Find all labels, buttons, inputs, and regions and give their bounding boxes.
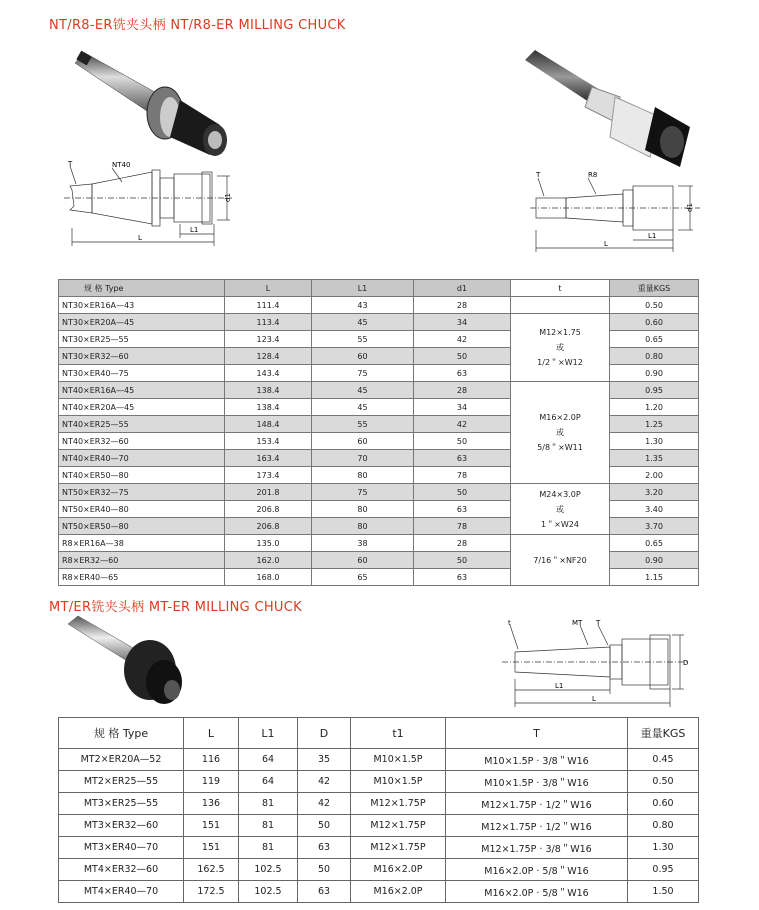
cell-type: MT4×ER32—60 [59, 859, 184, 881]
cell-weight: 3.40 [610, 501, 699, 518]
cell-type: NT40×ER50—80 [59, 467, 225, 484]
nt-chuck-photo [70, 45, 230, 160]
cell-type: R8×ER40—65 [59, 569, 225, 586]
cell-d1: 28 [414, 297, 511, 314]
cell-l1: 65 [312, 569, 414, 586]
cell-weight: 0.50 [610, 297, 699, 314]
cell-l: 143.4 [225, 365, 312, 382]
cell-l: 123.4 [225, 331, 312, 348]
cell-weight: 1.15 [610, 569, 699, 586]
cell-l1: 81 [239, 793, 298, 815]
cell-d: 42 [298, 771, 351, 793]
cell-t1: M10×1.5P [351, 771, 446, 793]
cell-t [511, 297, 610, 314]
cell-type: NT40×ER16A—45 [59, 382, 225, 399]
cell-t1: M12×1.75P [351, 815, 446, 837]
cell-d1: 42 [414, 331, 511, 348]
nt-r8-spec-table [58, 279, 699, 586]
cell-d: 63 [298, 837, 351, 859]
cell-weight: 0.65 [610, 331, 699, 348]
cell-weight: 1.20 [610, 399, 699, 416]
cell-weight: 0.80 [628, 815, 699, 837]
table-row [59, 314, 699, 331]
cell-type: NT50×ER32—75 [59, 484, 225, 501]
cell-type: NT30×ER16A—43 [59, 297, 225, 314]
cell-type: MT2×ER20A—52 [59, 749, 184, 771]
cell-weight: 0.95 [628, 859, 699, 881]
cell-t: M10×1.5P · 3/8＂W16 [446, 771, 628, 793]
cell-l1: 102.5 [239, 859, 298, 881]
diagram-label-l: L [604, 240, 608, 248]
table-row [59, 535, 699, 552]
cell-type: MT2×ER25—55 [59, 771, 184, 793]
cell-weight: 0.80 [610, 348, 699, 365]
cell-l1: 55 [312, 416, 414, 433]
cell-l: 153.4 [225, 433, 312, 450]
diagram-label-d: D [683, 659, 689, 667]
cell-l: 148.4 [225, 416, 312, 433]
diagram-label-l1: L1 [190, 226, 199, 234]
nt-chuck-diagram [62, 158, 242, 250]
cell-weight: 0.45 [628, 749, 699, 771]
nt-section-title: NT/R8-ER铣夹头柄 NT/R8-ER MILLING CHUCK [49, 18, 346, 33]
cell-type: NT30×ER20A—45 [59, 314, 225, 331]
cell-l: 151 [184, 815, 239, 837]
cell-type: NT40×ER20A—45 [59, 399, 225, 416]
cell-t1: M12×1.75P [351, 793, 446, 815]
cell-l: 138.4 [225, 399, 312, 416]
cell-d1: 34 [414, 399, 511, 416]
cell-t1: M10×1.5P [351, 749, 446, 771]
cell-type: NT30×ER40—75 [59, 365, 225, 382]
cell-d1: 28 [414, 382, 511, 399]
cell-l: 116 [184, 749, 239, 771]
cell-l1: 64 [239, 771, 298, 793]
table-row [59, 815, 699, 837]
diagram-label-t: T [536, 171, 541, 179]
cell-t1: M16×2.0P [351, 881, 446, 903]
cell-type: MT3×ER32—60 [59, 815, 184, 837]
cell-t-group-3: M24×3.0P 或 1＂×W24 [511, 484, 610, 535]
cell-type: NT50×ER40—80 [59, 501, 225, 518]
cell-d: 63 [298, 881, 351, 903]
cell-t-group-2: M16×2.0P 或 5/8＂×W11 [511, 382, 610, 484]
cell-l: 135.0 [225, 535, 312, 552]
cell-t-group-4: 7/16＂×NF20 [511, 535, 610, 586]
cell-d1: 50 [414, 348, 511, 365]
cell-l: 136 [184, 793, 239, 815]
cell-l1: 80 [312, 467, 414, 484]
cell-l1: 45 [312, 314, 414, 331]
cell-l: 173.4 [225, 467, 312, 484]
cell-d1: 28 [414, 535, 511, 552]
cell-l: 162.0 [225, 552, 312, 569]
r8-chuck-photo [520, 42, 700, 167]
diagram-label-l: L [138, 234, 142, 242]
cell-type: NT40×ER32—60 [59, 433, 225, 450]
cell-d1: 34 [414, 314, 511, 331]
cell-l1: 38 [312, 535, 414, 552]
cell-l1: 70 [312, 450, 414, 467]
diagram-label-d1: d1 [686, 203, 694, 212]
cell-weight: 0.60 [610, 314, 699, 331]
cell-l1: 43 [312, 297, 414, 314]
col-type: 规 格 Type [59, 280, 225, 297]
cell-weight: 0.60 [628, 793, 699, 815]
cell-t: M12×1.75P · 1/2＂W16 [446, 815, 628, 837]
cell-t: M12×1.75P · 3/8＂W16 [446, 837, 628, 859]
r8-chuck-diagram [528, 168, 703, 258]
cell-l: 128.4 [225, 348, 312, 365]
cell-l1: 45 [312, 399, 414, 416]
cell-t1: M12×1.75P [351, 837, 446, 859]
cell-t-group-1: M12×1.75 或 1/2＂×W12 [511, 314, 610, 382]
cell-l1: 80 [312, 501, 414, 518]
cell-l: 163.4 [225, 450, 312, 467]
cell-weight: 3.20 [610, 484, 699, 501]
cell-d1: 50 [414, 552, 511, 569]
diagram-label-t: t [508, 619, 511, 627]
table-row [59, 749, 699, 771]
cell-l1: 45 [312, 382, 414, 399]
cell-weight: 1.25 [610, 416, 699, 433]
cell-d: 42 [298, 793, 351, 815]
mt-section-title: MT/ER铣夹头柄 MT-ER MILLING CHUCK [49, 600, 302, 615]
cell-l1: 102.5 [239, 881, 298, 903]
table-row [59, 771, 699, 793]
mt-spec-table [58, 717, 699, 903]
diagram-label-d1: d1 [224, 193, 232, 202]
diagram-label-t: T [68, 160, 73, 168]
cell-l1: 60 [312, 348, 414, 365]
cell-l: 168.0 [225, 569, 312, 586]
table-row [59, 859, 699, 881]
cell-type: NT30×ER25—55 [59, 331, 225, 348]
diagram-label-l1: L1 [555, 682, 564, 690]
col-t1: t1 [351, 718, 446, 749]
cell-weight: 0.90 [610, 552, 699, 569]
col-l: L [184, 718, 239, 749]
cell-l: 201.8 [225, 484, 312, 501]
cell-d1: 50 [414, 433, 511, 450]
cell-t: M10×1.5P · 3/8＂W16 [446, 749, 628, 771]
cell-weight: 1.30 [628, 837, 699, 859]
cell-d: 50 [298, 815, 351, 837]
col-weight: 重量KGS [628, 718, 699, 749]
cell-l1: 60 [312, 433, 414, 450]
cell-weight: 2.00 [610, 467, 699, 484]
cell-t1: M16×2.0P [351, 859, 446, 881]
cell-d1: 63 [414, 450, 511, 467]
cell-t: M12×1.75P · 1/2＂W16 [446, 793, 628, 815]
cell-weight: 3.70 [610, 518, 699, 535]
diagram-label-l: L [592, 695, 596, 703]
cell-l1: 81 [239, 837, 298, 859]
col-weight: 重量KGS [610, 280, 699, 297]
col-type: 规 格 Type [59, 718, 184, 749]
diagram-label-r8: R8 [588, 171, 598, 179]
cell-weight: 0.65 [610, 535, 699, 552]
col-t: T [446, 718, 628, 749]
cell-type: R8×ER32—60 [59, 552, 225, 569]
cell-d1: 78 [414, 467, 511, 484]
cell-d: 35 [298, 749, 351, 771]
cell-l1: 55 [312, 331, 414, 348]
cell-d1: 63 [414, 569, 511, 586]
cell-weight: 0.50 [628, 771, 699, 793]
cell-type: NT40×ER25—55 [59, 416, 225, 433]
cell-t: M16×2.0P · 5/8＂W16 [446, 881, 628, 903]
cell-d1: 78 [414, 518, 511, 535]
diagram-label-l1: L1 [648, 232, 657, 240]
table-row [59, 793, 699, 815]
cell-type: MT4×ER40—70 [59, 881, 184, 903]
cell-l1: 80 [312, 518, 414, 535]
cell-t: M16×2.0P · 5/8＂W16 [446, 859, 628, 881]
diagram-label-nt40: NT40 [112, 161, 131, 169]
cell-d: 50 [298, 859, 351, 881]
table-row [59, 484, 699, 501]
diagram-label-upper-t: T [596, 619, 601, 627]
cell-l: 151 [184, 837, 239, 859]
cell-d1: 42 [414, 416, 511, 433]
cell-l1: 81 [239, 815, 298, 837]
cell-type: R8×ER16A—38 [59, 535, 225, 552]
cell-l1: 75 [312, 484, 414, 501]
diagram-label-mt: MT [572, 619, 583, 627]
cell-d1: 50 [414, 484, 511, 501]
cell-l: 172.5 [184, 881, 239, 903]
col-d: D [298, 718, 351, 749]
cell-type: NT30×ER32—60 [59, 348, 225, 365]
col-l: L [225, 280, 312, 297]
cell-l1: 60 [312, 552, 414, 569]
mt-chuck-photo [60, 612, 200, 712]
cell-l: 138.4 [225, 382, 312, 399]
table-row [59, 881, 699, 903]
cell-l1: 64 [239, 749, 298, 771]
cell-weight: 0.95 [610, 382, 699, 399]
cell-weight: 1.35 [610, 450, 699, 467]
cell-weight: 1.50 [628, 881, 699, 903]
cell-l: 206.8 [225, 518, 312, 535]
table-row [59, 297, 699, 314]
cell-type: MT3×ER25—55 [59, 793, 184, 815]
cell-d1: 63 [414, 365, 511, 382]
cell-type: MT3×ER40—70 [59, 837, 184, 859]
cell-type: NT40×ER40—70 [59, 450, 225, 467]
col-d1: d1 [414, 280, 511, 297]
cell-weight: 1.30 [610, 433, 699, 450]
cell-l1: 75 [312, 365, 414, 382]
cell-type: NT50×ER50—80 [59, 518, 225, 535]
col-l1: L1 [312, 280, 414, 297]
col-l1: L1 [239, 718, 298, 749]
cell-d1: 63 [414, 501, 511, 518]
cell-l: 206.8 [225, 501, 312, 518]
cell-l: 162.5 [184, 859, 239, 881]
cell-weight: 0.90 [610, 365, 699, 382]
cell-l: 119 [184, 771, 239, 793]
cell-l: 113.4 [225, 314, 312, 331]
col-t: t [511, 280, 610, 297]
mt-chuck-diagram [500, 617, 690, 712]
table-row [59, 837, 699, 859]
cell-l: 111.4 [225, 297, 312, 314]
table-row [59, 382, 699, 399]
